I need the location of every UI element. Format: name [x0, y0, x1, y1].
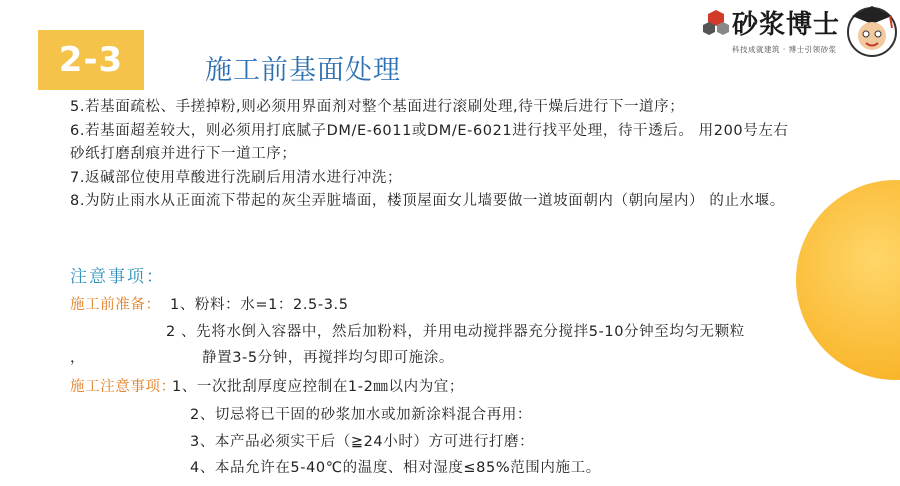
notice-heading: 注意事项： — [70, 267, 165, 287]
prep-item-2-cont: 静置3-5分钟，再搅拌均匀即可施涂。 — [202, 350, 454, 366]
steps-list — [70, 96, 790, 214]
step-7: 7.返碱部位使用草酸进行洗刷后用清水进行冲洗； — [70, 169, 403, 186]
hexagon-cubes-icon — [702, 8, 730, 40]
page-title: 施工前基面处理 — [205, 55, 401, 86]
brand-logo — [696, 0, 900, 60]
brand-slogan: 科技成就建筑 · 博士引领砂浆 — [732, 45, 837, 54]
brand-name: 砂浆博士 — [732, 10, 841, 40]
prep-item-2-comma: ， — [70, 350, 86, 366]
section-number-badge: 2-3 — [38, 30, 144, 90]
doctor-mascot-icon — [846, 2, 898, 58]
decorative-sun-circle — [796, 180, 900, 380]
construct-item-4: 4、本品允许在5-40℃的温度、相对湿度≤85%范围内施工。 — [190, 460, 601, 476]
step-5: 5.若基面疏松、手搓掉粉,则必须用界面剂对整个基面进行滚刷处理,待干燥后进行下一道序； — [70, 99, 685, 115]
construct-label: 施工注意事项： — [70, 379, 176, 395]
construct-item-1: 1、一次批刮厚度应控制在1-2㎜以内为宜； — [172, 379, 465, 395]
construct-item-2: 2、切忌将已干固的砂浆加水或加新涂料混合再用： — [190, 407, 533, 423]
prep-item-1: 1、粉料：水=1：2.5-3.5 — [170, 297, 349, 313]
step-8: 8.为防止雨水从正面流下带起的灰尘弄脏墙面，楼顶屋面女儿墙要做一道坡面朝内（朝向屋内） 的止水堰。 — [70, 193, 785, 209]
prep-item-2: 2 、先将水倒入容器中，然后加粉料，并用电动搅拌器充分搅拌5-10分钟至均匀无颗粒 — [166, 324, 745, 340]
prep-label: 施工前准备： — [70, 297, 161, 313]
construct-item-3: 3、本产品必须实干后（≧24小时）方可进行打磨： — [190, 434, 535, 450]
step-6: 6.若基面超差较大，则必须用打底腻子DM/E-6011或DM/E-6021进行找平处理，待干透后。 用200号左右砂纸打磨刮痕并进行下一道工序； — [70, 122, 789, 162]
